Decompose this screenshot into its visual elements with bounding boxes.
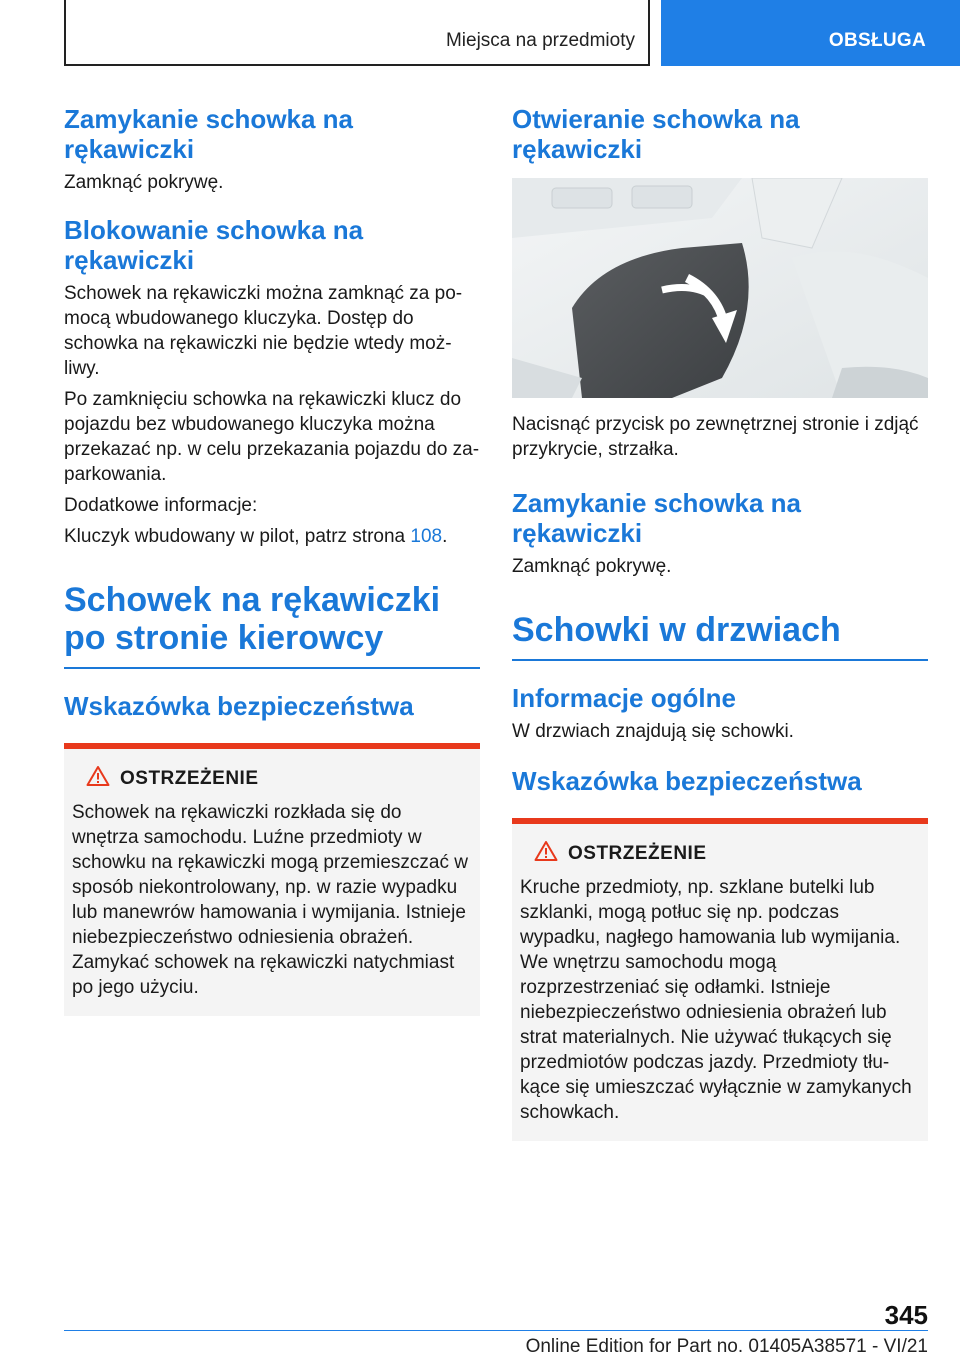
warning-text: Schowek na rękawiczki rozkłada się do wnętrza samochodu. Luźne przedmioty w schowku na rękawiczki mogą przemieszczać w sposób niekontrolowany, np. w razie wypadku lub manewrów hamowania i wymijania. Istnieje niebezpieczeństwo odniesienia obrażeń. Zamykać schowek na rękawiczki natychmiast po jego użyciu. — [72, 802, 468, 998]
heading-safety-note-right: Wskazówka bezpieczeństwa — [512, 766, 862, 796]
heading-driver-glovebox: Schowek na rękawiczki po stronie kierowcy — [64, 581, 480, 669]
text-open-glovebox: Nacisnąć przycisk po zewnętrznej stronie i zdjąć przykrycie, strzałka. — [512, 414, 919, 460]
heading-close-glovebox: Zamykanie schowka na rękawiczki — [64, 104, 354, 164]
warning-header-right — [520, 840, 920, 867]
text-more-info: Dodatkowe informacje: — [64, 495, 258, 516]
text-reference — [64, 524, 480, 549]
text-general-info: W drzwiach znajdują się schowki. — [512, 721, 794, 742]
text-close-glovebox: Zamknąć pokrywę. — [64, 172, 224, 193]
reference-end: . — [442, 526, 448, 547]
warning-box-right — [512, 818, 928, 1141]
heading-general-info: Informacje ogólne — [512, 683, 736, 713]
warning-triangle-icon — [86, 765, 110, 792]
text-lock-glovebox-1: Schowek na rękawiczki można zamknąć za pomocą wbudowanego kluczyka. Dostęp do schowka na rękawiczki nie będzie wtedy możliwy. — [64, 283, 463, 379]
text-close-glovebox-right: Zamknąć pokrywę. — [512, 556, 672, 577]
left-column — [64, 100, 480, 1016]
warning-title-right: OSTRZEŻENIE — [568, 842, 707, 864]
heading-lock-glovebox: Blokowanie schowka na rękawiczki — [64, 215, 364, 275]
reference-text: Kluczyk wbudowany w pilot, patrz strona — [64, 526, 411, 547]
warning-triangle-icon — [534, 840, 558, 867]
footer-edition: Online Edition for Part no. 01405A38571 - VI/21 — [525, 1336, 928, 1357]
page-link-108[interactable]: 108 — [410, 526, 443, 547]
warning-text-right: Kruche przedmioty, np. szklane butelki lub szklanki, mogą potłuc się np. podczas wypadku, nagłego hamowania lub wymijania. We wnętrzu samochodu mogą rozprzestrzeniać się odłamki. Istnieje niebezpieczeństwo odniesienia obrażeń lub strat materialnych. Nie używać tłukących się przedmiotów podczas jazdy. Przedmioty tłukące się umieszczać wyłącznie w zamykanych schowkach. — [520, 877, 912, 1123]
heading-close-glovebox-right: Zamykanie schowka na rękawiczki — [512, 488, 802, 548]
header-section-title: Miejsca na przedmioty — [445, 30, 635, 51]
right-column — [512, 100, 928, 1141]
heading-open-glovebox: Otwieranie schowka na rękawiczki — [512, 104, 800, 164]
header-chapter-label: OBSŁUGA — [828, 30, 926, 51]
page-number: 345 — [884, 1300, 928, 1330]
footer-divider — [64, 1330, 928, 1331]
glovebox-photo — [512, 178, 928, 398]
heading-safety-note: Wskazówka bezpieczeństwa — [64, 691, 414, 721]
warning-title: OSTRZEŻENIE — [120, 767, 259, 789]
warning-header — [72, 765, 472, 792]
heading-door-compartments: Schowki w drzwiach — [512, 611, 928, 661]
text-lock-glovebox-2: Po zamknięciu schowka na rękawiczki klucz do pojazdu bez wbudowanego kluczyka można przekazać np. w celu przekazania pojazdu do zaparkowania. — [64, 389, 480, 485]
warning-box — [64, 743, 480, 1016]
